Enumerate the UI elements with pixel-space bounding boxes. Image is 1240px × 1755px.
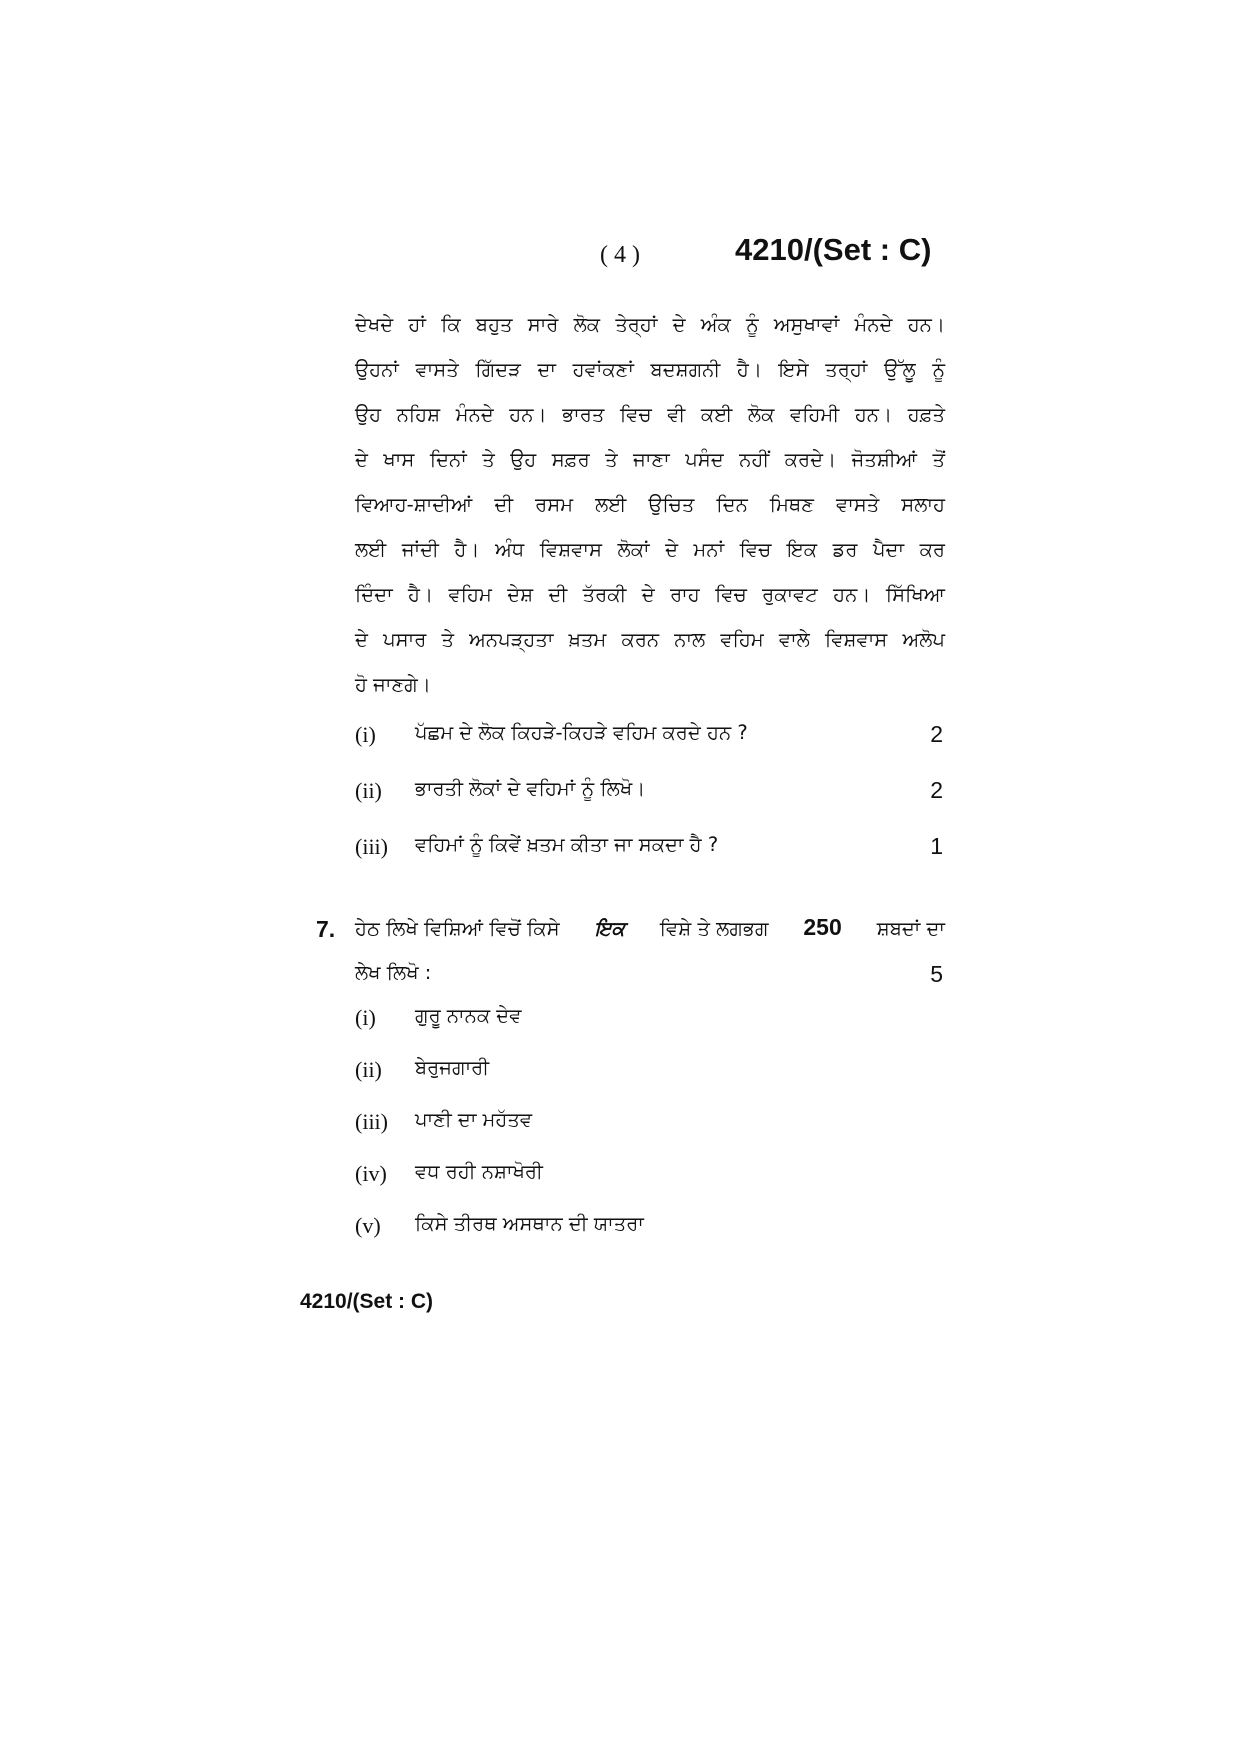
sub-question [355, 718, 945, 758]
sub-question [355, 774, 945, 814]
passage-line: ਦੇ ਪਸਾਰ ਤੇ ਅਨਪੜ੍ਹਤਾ ਖ਼ਤਮ ਕਰਨ ਨਾਲ ਵਹਿਮ ਵਾਲੇ ਵਿਸ਼ਵਾਸ ਅਲੋਪ [355, 628, 945, 651]
option-text: ਵਧ ਰਹੀ ਨਸ਼ਾਖੋਰੀ [415, 1160, 543, 1183]
sub-question-marks: 2 [930, 777, 943, 803]
footer-paper-code: 4210/(Set : C) [300, 1290, 434, 1313]
question-marks: 5 [930, 961, 943, 987]
passage-line: ਲਈ ਜਾਂਦੀ ਹੈ। ਅੰਧ ਵਿਸ਼ਵਾਸ ਲੋਕਾਂ ਦੇ ਮਨਾਂ ਵਿਚ ਇਕ ਡਰ ਪੈਦਾ ਕਰ [355, 538, 945, 561]
page-number: ( 4 ) [600, 242, 640, 268]
word-count: 250 [803, 914, 842, 940]
question-text-part: ਸ਼ਬਦਾਂ ਦਾ [876, 917, 945, 940]
essay-option [355, 1209, 945, 1249]
essay-option [355, 1105, 945, 1145]
sub-question-number: (iii) [355, 834, 388, 859]
passage-line: ਦਿੰਦਾ ਹੈ। ਵਹਿਮ ਦੇਸ਼ ਦੀ ਤੱਰਕੀ ਦੇ ਰਾਹ ਵਿਚ ਰੁਕਾਵਟ ਹਨ। ਸਿੱਖਿਆ [355, 583, 945, 606]
passage-line: ਦੇਖਦੇ ਹਾਂ ਕਿ ਬਹੁਤ ਸਾਰੇ ਲੋਕ ਤੇਰ੍ਹਾਂ ਦੇ ਅੰਕ ਨੂੰ ਅਸੁਖਾਵਾਂ ਮੰਨਦੇ ਹਨ। [355, 313, 945, 336]
question-text-part: ਲੇਖ ਲਿਖੋ : [355, 961, 432, 984]
sub-question-number: (ii) [355, 778, 382, 803]
passage-line: ਹੋ ਜਾਣਗੇ। [355, 673, 431, 696]
question-text-line [355, 961, 945, 987]
passage-line: ਵਿਆਹ-ਸ਼ਾਦੀਆਂ ਦੀ ਰਸਮ ਲਈ ਉਚਿਤ ਦਿਨ ਮਿਥਣ ਵਾਸਤੇ ਸਲਾਹ [355, 493, 945, 516]
question-number: 7. [316, 916, 336, 942]
question-emphasis: ਇਕ [594, 917, 625, 940]
option-text: ਪਾਣੀ ਦਾ ਮਹੱਤਵ [415, 1108, 533, 1131]
paper-code: 4210/(Set : C) [735, 232, 932, 267]
option-number: (iv) [355, 1161, 387, 1186]
passage-line: ਉਹ ਨਹਿਸ਼ ਮੰਨਦੇ ਹਨ। ਭਾਰਤ ਵਿਚ ਵੀ ਕਈ ਲੋਕ ਵਹਿਮੀ ਹਨ। ਹਫ਼ਤੇ [355, 403, 945, 426]
option-number: (i) [355, 1005, 376, 1030]
option-text: ਗੁਰੂ ਨਾਨਕ ਦੇਵ [415, 1004, 522, 1027]
option-number: (iii) [355, 1109, 388, 1134]
question-text-line [355, 914, 945, 941]
essay-option [355, 1001, 945, 1041]
sub-question-text: ਭਾਰਤੀ ਲੋਕਾਂ ਦੇ ਵਹਿਮਾਂ ਨੂੰ ਲਿਖੋ। [415, 777, 646, 800]
essay-option [355, 1053, 945, 1093]
passage [355, 302, 945, 707]
option-text: ਬੇਰੁਜਗਾਰੀ [415, 1056, 490, 1079]
essay-option [355, 1157, 945, 1197]
option-text: ਕਿਸੇ ਤੀਰਥ ਅਸਥਾਨ ਦੀ ਯਾਤਰਾ [415, 1212, 644, 1235]
sub-question-number: (i) [355, 722, 376, 747]
sub-question-marks: 1 [930, 833, 943, 859]
sub-question-marks: 2 [930, 721, 943, 747]
option-number: (ii) [355, 1057, 382, 1082]
passage-line: ਦੇ ਖਾਸ ਦਿਨਾਂ ਤੇ ਉਹ ਸਫ਼ਰ ਤੇ ਜਾਣਾ ਪਸੰਦ ਨਹੀਂ ਕਰਦੇ। ਜੋਤਸ਼ੀਆਂ ਤੋਂ [355, 448, 945, 471]
question-text-part: ਹੇਠ ਲਿਖੇ ਵਿਸ਼ਿਆਂ ਵਿਚੋਂ ਕਿਸੇ [355, 917, 560, 940]
sub-question [355, 830, 945, 870]
option-number: (v) [355, 1213, 381, 1238]
sub-question-text: ਪੱਛਮ ਦੇ ਲੋਕ ਕਿਹੜੇ-ਕਿਹੜੇ ਵਹਿਮ ਕਰਦੇ ਹਨ ? [415, 721, 748, 744]
question-text-part: ਵਿਸ਼ੇ ਤੇ ਲਗਭਗ [659, 917, 769, 940]
sub-question-text: ਵਹਿਮਾਂ ਨੂੰ ਕਿਵੇਂ ਖ਼ਤਮ ਕੀਤਾ ਜਾ ਸਕਦਾ ਹੈ ? [415, 833, 719, 856]
passage-line: ਉਹਨਾਂ ਵਾਸਤੇ ਗਿੱਦੜ ਦਾ ਹਵਾਂਕਣਾਂ ਬਦਸ਼ਗਨੀ ਹੈ। ਇਸੇ ਤਰ੍ਹਾਂ ਉੱਲੂ ਨੂੰ [355, 358, 945, 381]
